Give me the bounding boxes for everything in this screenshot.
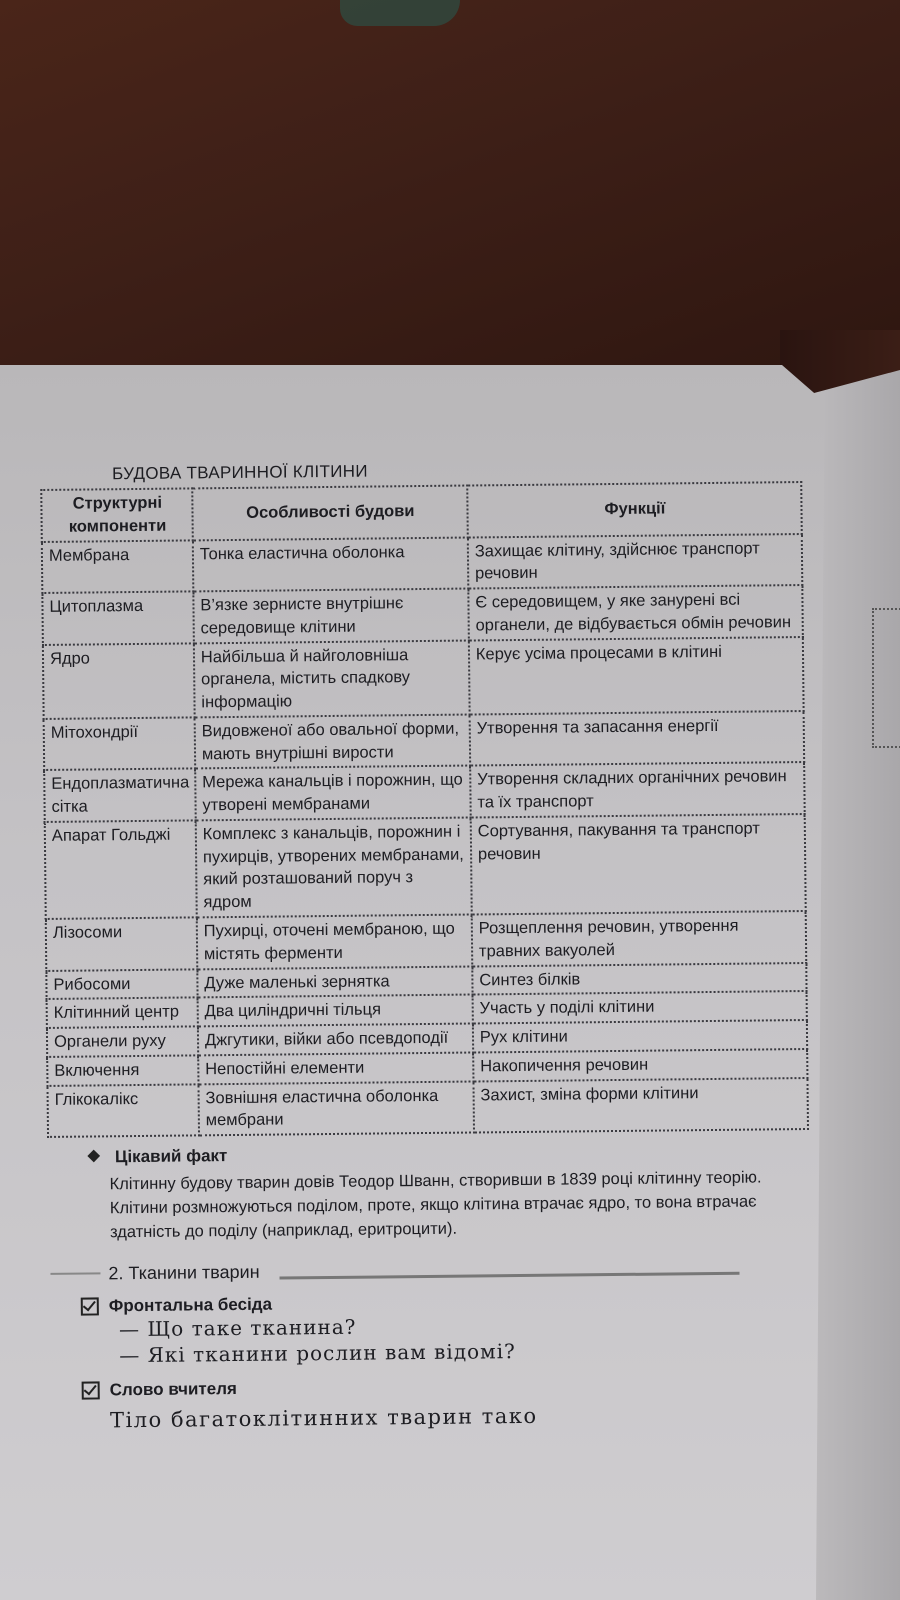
component-cell: Ендоплазматична сітка [44,769,195,822]
table-title: БУДОВА ТВАРИННОЇ КЛІТИНИ [111,461,368,484]
table-row [43,637,804,719]
fact-title: Цікавий факт [114,1146,228,1167]
diamond-bullet-icon [87,1150,100,1163]
structure-cell: Непостійні елементи [198,1052,473,1084]
structure-cell: Мережа канальців і порожнин, що утворені мембранами [195,766,471,820]
teacher-heading [82,1373,820,1401]
table-row [46,911,806,970]
structure-cell: Комплекс з канальців, порожнин і пухирців, утворених мембранами, який розташований поруч з ядром [196,817,472,917]
component-cell: Рибосоми [46,969,197,999]
function-cell: Синтез білків [472,963,806,995]
table-row [42,534,802,593]
function-cell: Сортування, пакування та транспорт речовин [471,814,806,915]
next-page-dotted-box [872,608,900,748]
table-row [44,711,804,770]
table-row [45,814,806,919]
function-cell: Утворення та запасання енергії [469,711,804,766]
component-cell: Клітинний центр [47,998,198,1028]
function-cell: Утворення складних органічних речовин та їх транспорт [470,762,805,817]
header-components: Структурні компоненти [41,488,192,541]
fact-heading [89,1140,817,1168]
function-cell: Участь у поділі клітини [472,991,806,1023]
structure-cell: Два циліндричні тільця [197,995,472,1027]
section-title: 2. Тканини тварин [108,1261,260,1284]
section-heading [108,1256,818,1284]
component-cell: Органели руху [47,1026,198,1056]
component-cell: Мембрана [42,540,193,593]
section-rule-right [280,1272,740,1280]
fact-text: Клітинну будову тварин довів Теодор Шванн, створивши в 1839 році клітинну теорію. Клітини розмножуються поділом, проте, якщо клітина втрачає ядро, то вона втрачає здатність до поділу (наприклад, еритроцити). [109,1168,762,1242]
structure-cell: Джгутики, війки або псевдоподії [198,1024,473,1056]
conversation-title: Фронтальна бесіда [108,1294,273,1316]
teacher-title: Слово вчителя [109,1378,237,1400]
structure-cell: Тонка еластична оболонка [193,537,469,591]
question-1: — Що таке тканина? [118,1314,357,1342]
table-row [47,1078,807,1137]
header-functions: Функції [467,482,802,537]
table-header-row [41,482,801,541]
structure-cell: В’язке зернисте внутрішнє середовище клітини [193,589,469,643]
checkbox-icon [81,1297,99,1315]
cell-structure-table [40,481,809,1138]
question-2: — Які тканини рослин вам відомі? [119,1338,516,1368]
page-content [40,457,820,1433]
background-table-surface [0,0,900,380]
header-structure: Особливості будови [192,486,468,540]
function-cell: Рух клітини [473,1020,807,1052]
table-row [44,762,804,821]
function-cell: Розщеплення речовин, утворення травних вакуолей [472,911,807,966]
component-cell: Глікокалікс [47,1084,198,1137]
table-row [42,585,802,644]
structure-cell: Пухирці, оточені мембраною, що містять ферменти [197,915,473,969]
teacher-text: Тіло багатоклітинних тварин тако [109,1403,538,1433]
component-cell: Мітохондрії [44,717,195,770]
plant-leaf-decoration [340,0,460,26]
section-rule-left [50,1273,100,1276]
structure-cell: Зовнішня еластична оболонка мембрани [198,1081,474,1135]
function-cell: Захищає клітину, здійснює транспорт речовин [468,534,803,589]
structure-cell: Видовженої або овальної форми, мають внутрішні вирости [195,714,471,768]
component-cell: Лізосоми [46,917,197,970]
structure-cell: Найбільша й найголовніша органела, містить спадкову інформацію [194,640,470,717]
component-cell: Включення [47,1055,198,1085]
component-cell: Ядро [43,643,195,719]
component-cell: Апарат Гольджі [45,820,197,919]
component-cell: Цитоплазма [42,591,193,644]
structure-cell: Дуже маленькі зернятка [197,966,472,998]
function-cell: Захист, зміна форми клітини [473,1078,808,1133]
checkbox-icon [82,1381,100,1399]
function-cell: Є середовищем, у яке занурені всі органели, де відбувається обмін речовин [468,585,803,640]
function-cell: Керує усіма процесами в клітині [469,637,804,715]
function-cell: Накопичення речовин [473,1049,807,1081]
